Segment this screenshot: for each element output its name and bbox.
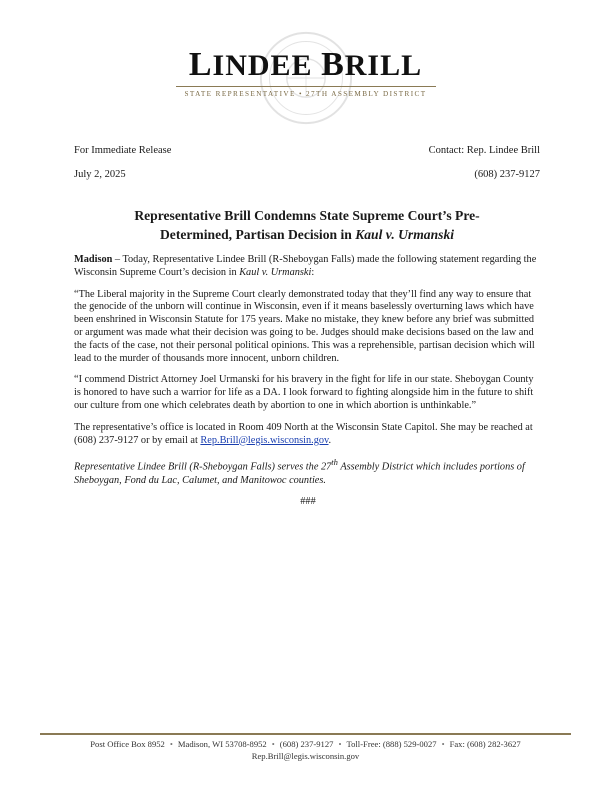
- closing-text-a: Representative Lindee Brill (R-Sheboygan Falls) serves the 27: [74, 461, 332, 473]
- dateline: Madison: [74, 254, 113, 265]
- footer-fax: Fax: (608) 282-3627: [449, 739, 521, 749]
- closing-paragraph: [74, 456, 542, 487]
- footer-address-line: [0, 739, 611, 751]
- footer-phone: (608) 237-9127: [279, 739, 334, 749]
- press-release-body: [74, 254, 542, 509]
- closing-text-b: Assembly District which includes portions of Sheboygan, Fond du Lac, Calumet, and Manitowoc counties.: [74, 461, 525, 486]
- masthead: [0, 46, 611, 98]
- release-date: July 2, 2025: [74, 169, 126, 180]
- masthead-subtitle: STATE REPRESENTATIVE • 27TH ASSEMBLY DISTRICT: [184, 90, 427, 98]
- footer-rule: [40, 733, 571, 735]
- name-rest-last: RILL: [344, 49, 423, 82]
- email-link[interactable]: Rep.Brill@legis.wisconsin.gov: [200, 434, 329, 446]
- intro-paragraph: [74, 254, 542, 280]
- headline: [74, 206, 540, 244]
- headline-line-2: [74, 225, 540, 244]
- footer-separator: •: [169, 739, 173, 749]
- footer-separator: •: [338, 739, 342, 749]
- headline-case-name: Kaul v. Urmanski: [355, 227, 455, 242]
- release-meta: [74, 144, 171, 181]
- footer-toll-free: Toll-Free: (888) 529-0027: [346, 739, 437, 749]
- footer-po-box: Post Office Box 8952: [90, 739, 165, 749]
- end-mark: ###: [300, 496, 316, 508]
- footer: [0, 739, 611, 762]
- quote-paragraph-1: “The Liberal majority in the Supreme Court clearly demonstrated today that they’ll find any way to ensure that the genocide of the unborn will continue in Wisconsin, even if it means baselessly overturning laws which have been enshrined in Wisconsin Statute for 175 years. Make no mistake, they knew before any brief was submitted or argument was made what their decision was going to be. Judges should make decisions based on the law and the facts of the case, not their personal political opinions. This was a reprehensible, partisan decision which will lead to the murder of thousands more innocent, unborn children.: [74, 288, 535, 364]
- release-label: For Immediate Release: [74, 145, 172, 156]
- name-initial-first: L: [188, 46, 213, 83]
- headline-line-1: Representative Brill Condemns State Supreme Court’s Pre-: [134, 208, 480, 223]
- footer-separator: •: [271, 739, 275, 749]
- office-paragraph: [74, 422, 542, 448]
- footer-city: Madison, WI 53708-8952: [177, 739, 267, 749]
- name-initial-last: B: [321, 46, 345, 83]
- name-rest-first: INDEE: [212, 49, 313, 82]
- intro-case-name: Kaul v. Urmanski: [239, 266, 312, 278]
- contact-meta: [429, 144, 540, 181]
- office-text: The representative’s office is located in Room 409 North at the Wisconsin State Capitol. She may be reached at (608) 237-9127 or by email at: [74, 421, 533, 446]
- contact-phone: (608) 237-9127: [474, 169, 540, 180]
- masthead-rule: [176, 86, 436, 87]
- footer-separator: •: [441, 739, 445, 749]
- intro-text: – Today, Representative Lindee Brill (R-Sheboygan Falls) made the following statement regarding the Wisconsin Supreme Court’s decision in: [74, 254, 537, 278]
- masthead-name: [0, 48, 611, 83]
- intro-end: :: [311, 266, 315, 278]
- office-end: .: [328, 434, 332, 446]
- footer-email[interactable]: Rep.Brill@legis.wisconsin.gov: [251, 750, 360, 761]
- contact-name: Contact: Rep. Lindee Brill: [428, 145, 540, 156]
- quote-paragraph-2: “I commend District Attorney Joel Urmanski for his bravery in the fight for life in our state. Sheboygan County is honored to have such a warrior for life as a DA. I look forward to fighting alongside him in the future to shift our culture from one which celebrates death by abortion to one in which abortion is unthinkable.”: [74, 374, 534, 411]
- headline-line-2-text: Determined, Partisan Decision in: [159, 227, 356, 242]
- closing-superscript: th: [331, 457, 338, 468]
